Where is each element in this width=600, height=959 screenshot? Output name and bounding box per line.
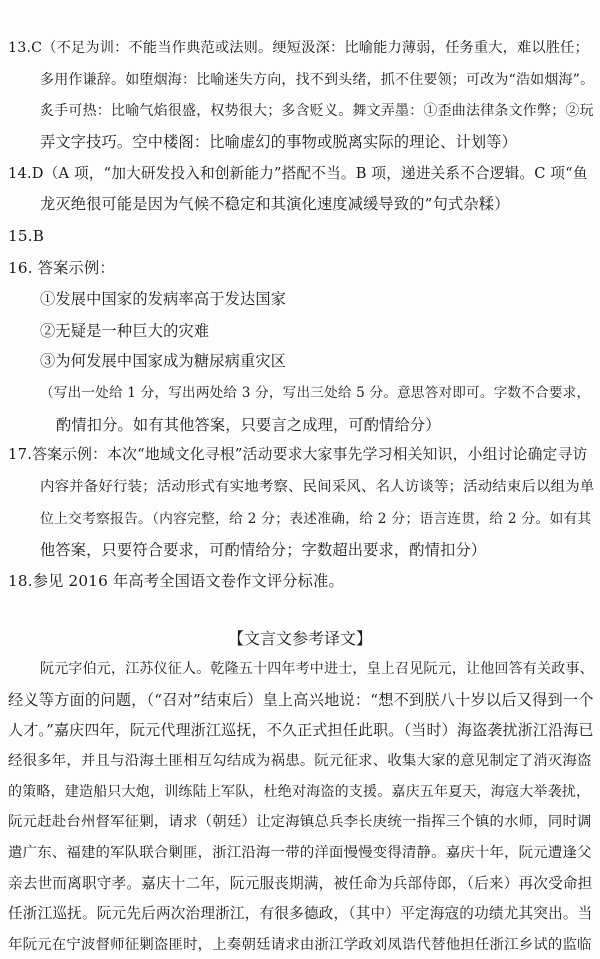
q17-line-1: 17.答案示例：本次“地域文化寻根”活动要求大家事先学习相关知识，小组讨论确定寻访 [8, 446, 588, 464]
translation-line-5: 的策略，建造船只大炮，训练陆上军队，杜绝对海盗的支援。嘉庆五年夏天，海寇大举袭扰， [8, 783, 591, 800]
q16-note-1: （写出一处给 1 分，写出两处给 3 分，写出三处给 5 分。意思答对即可。字数不合要求， [40, 385, 591, 401]
translation-line-4: 经很多年，并且与沿海土匪相互勾结成为祸患。阮元征求、收集大家的意见制定了消灭海盗 [8, 753, 592, 769]
q16-item-2: ②无疑是一种巨大的灾难 [40, 321, 210, 340]
q14-line-1: 14.D（A 项，“加大研发投入和创新能力”搭配不当。B 项，递进关系不合逻辑。C 项“鱼 [8, 164, 588, 182]
q13-line-1: 13.C（不足为训：不能当作典范或法则。绠短汲深：比喻能力薄弱，任务重大，难以胜任； [8, 40, 589, 56]
translation-line-2: 经义等方面的问题，（“召对”结束后）皇上高兴地说：“想不到朕八十岁以后又得到一个 [8, 690, 594, 709]
q14-line-2: 龙灭绝很可能是因为气候不稳定和其演化速度减缓导致的”句式杂糅） [40, 195, 510, 214]
q13-line-4: 弄文字技巧。空中楼阁：比喻虚幻的事物或脱离实际的理论、计划等） [40, 132, 518, 151]
q17-line-2: 内容并备好行装；活动形式有实地考察、民间采风、名人访谈等；活动结束后以组为单 [40, 478, 595, 495]
q16-note-2: 酌情扣分。如有其他答案，只要言之成理，可酌情给分） [56, 415, 441, 434]
translation-line-9: 任浙江巡抚。阮元先后两次治理浙江，有很多德政，（其中）平定海寇的功绩尤其突出。当 [8, 905, 593, 923]
translation-line-8: 亲去世而离职守孝。嘉庆十二年，阮元服丧期满，被任命为兵部侍郎，（后来）再次受命担 [8, 874, 593, 892]
q16-heading: 16. 答案示例： [8, 258, 115, 277]
q13-line-2: 多用作谦辞。如堕烟海：比喻迷失方向，找不到头绪，抓不住要领；可改为“浩如烟海”。 [40, 71, 595, 88]
q17-line-3: 位上交考察报告。（内容完整，给 2 分；表述准确，给 2 分；语言连贯，给 2 分。如有其 [40, 510, 592, 527]
q17-line-4: 他答案，只要符合要求，可酌情给分；字数超出要求，酌情扣分） [40, 541, 487, 560]
translation-line-7: 遣广东、福建的军队联合剿匪，浙江沿海一带的洋面慢慢变得清静。嘉庆十年，阮元遭逢父 [8, 845, 592, 861]
q13-line-3: 炙手可热：比喻气焰很盛，权势很大；多含贬义。舞文弄墨：①歪曲法律条文作弊；②玩 [40, 103, 594, 120]
q18-answer: 18.参见 2016 年高考全国语文卷作文评分标准。 [8, 571, 344, 590]
q16-item-3: ③为何发展中国家成为糖尿病重灾区 [40, 352, 287, 371]
q16-item-1: ①发展中国家的发病率高于发达国家 [40, 290, 287, 309]
q15-answer: 15.B [8, 226, 45, 245]
translation-line-1: 阮元字伯元，江苏仪征人。乾隆五十四年考中进士，皇上召见阮元，让他回答有关政事、 [40, 661, 594, 677]
translation-title: 【文言文参考译文】 [227, 629, 372, 649]
translation-line-3: 人才。”嘉庆四年，阮元代理浙江巡抚，不久正式担任此职。（当时）海盗袭扰浙江沿海已 [8, 721, 594, 740]
translation-line-10: 年阮元在宁波督师征剿盗匪时，上奏朝廷请求由浙江学政刘凤诰代替他担任浙江乡试的监临 [8, 937, 592, 953]
translation-line-6: 阮元赶赴台州督军征剿，请求（朝廷）让定海镇总兵李长庚统一指挥三个镇的水师，同时调 [8, 814, 592, 831]
